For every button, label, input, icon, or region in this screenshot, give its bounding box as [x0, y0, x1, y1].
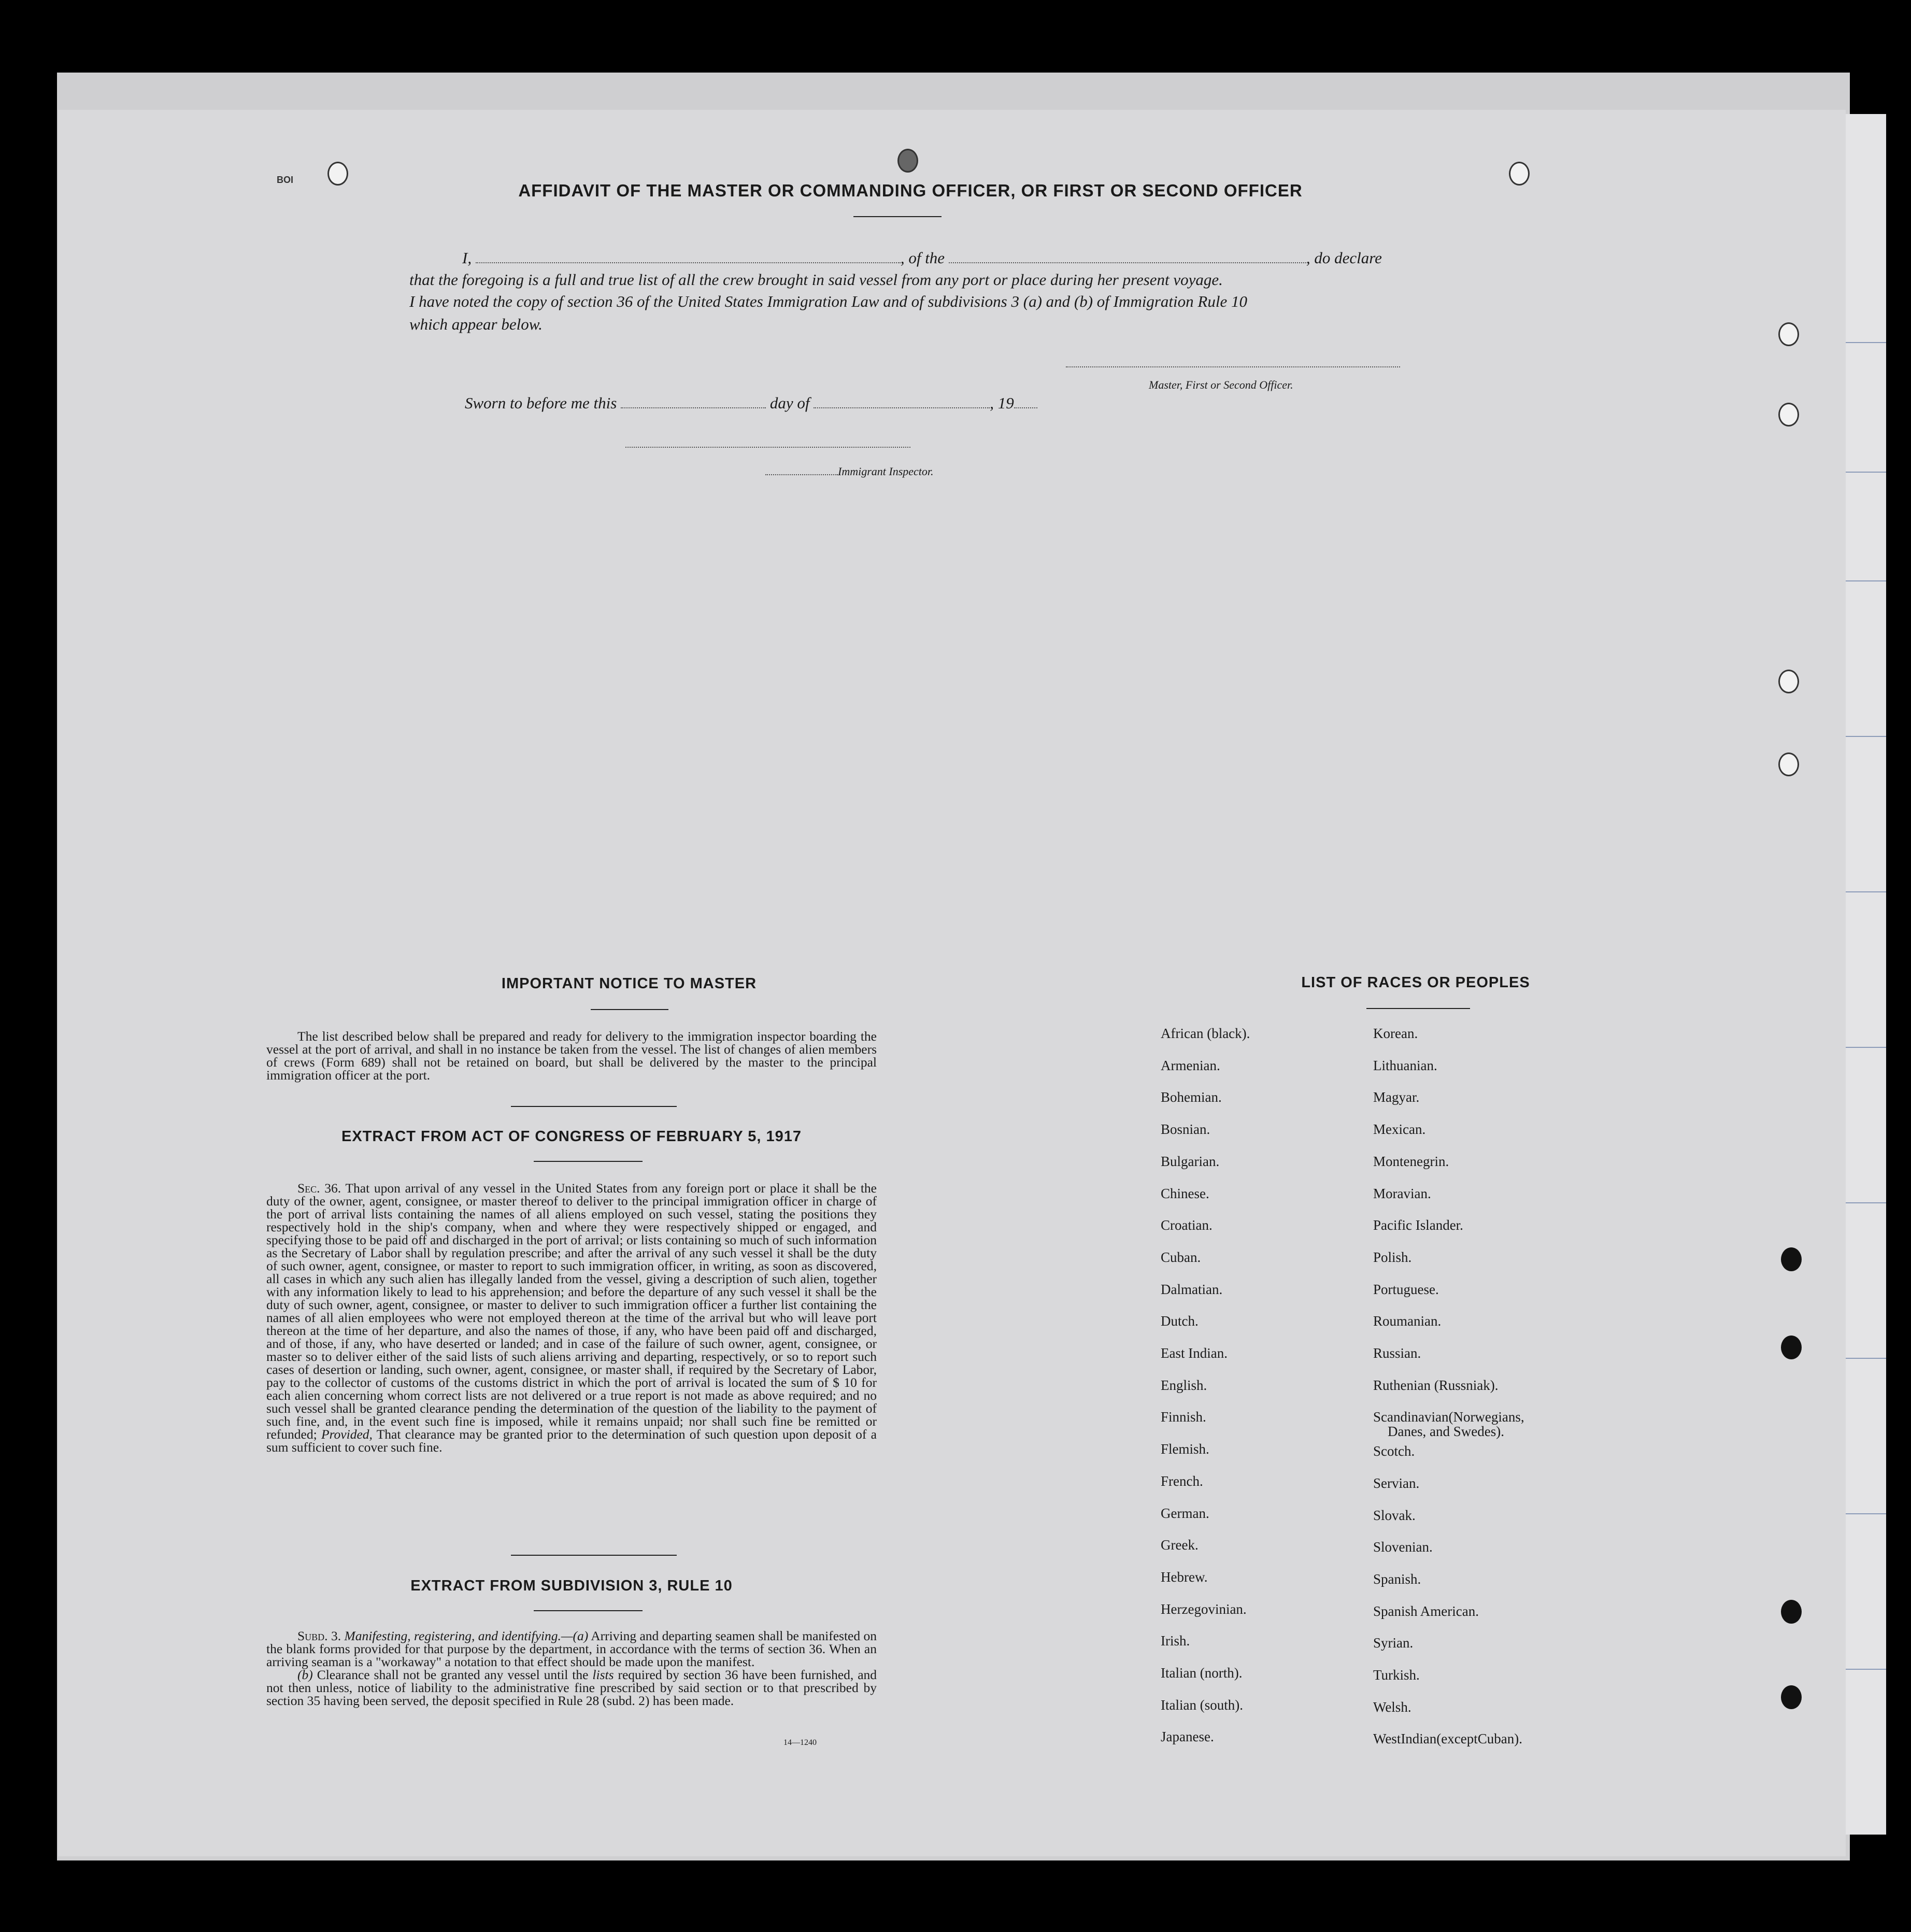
- race-item: Bohemian.: [1161, 1089, 1222, 1105]
- race-item-continuation: Danes, and Swedes).: [1388, 1424, 1504, 1440]
- race-item: French.: [1161, 1473, 1203, 1489]
- race-item: Turkish.: [1373, 1667, 1420, 1683]
- race-item: Welsh.: [1373, 1699, 1411, 1715]
- binder-hole-icon: [1781, 1685, 1802, 1709]
- affidavit-line1-a: I,: [462, 249, 472, 267]
- race-item: Dutch.: [1161, 1313, 1199, 1329]
- race-item: Herzegovinian.: [1161, 1601, 1247, 1617]
- affidavit-line1-c: , do declare: [1306, 249, 1382, 267]
- race-item: Scotch.: [1373, 1443, 1415, 1459]
- race-item: Flemish.: [1161, 1441, 1209, 1457]
- race-item: Magyar.: [1373, 1089, 1420, 1105]
- race-item: East Indian.: [1161, 1345, 1228, 1361]
- race-item: Italian (north).: [1161, 1665, 1243, 1681]
- race-item: African (black).: [1161, 1026, 1250, 1041]
- races-title: LIST OF RACES OR PEOPLES: [1301, 974, 1530, 991]
- affidavit-line3: I have noted the copy of section 36 of the United States Immigration Law and of subdivisions 3 (a) and (b) of Immigration Rule 10: [409, 292, 1247, 310]
- binder-hole-icon: [1781, 1247, 1802, 1271]
- document-page: [58, 110, 1846, 1856]
- inspector-signature-blank[interactable]: [625, 447, 910, 448]
- form-number: 14—1240: [783, 1738, 817, 1747]
- binder-hole-icon: [897, 149, 918, 173]
- binder-hole-icon: [1781, 1336, 1802, 1359]
- affidavit-title: AFFIDAVIT OF THE MASTER OR COMMANDING OFFICER, OR FIRST OR SECOND OFFICER: [518, 181, 1303, 200]
- day-blank[interactable]: [621, 407, 766, 408]
- year-blank[interactable]: [1014, 407, 1037, 408]
- race-item: Hebrew.: [1161, 1569, 1208, 1585]
- notice-title: IMPORTANT NOTICE TO MASTER: [501, 975, 757, 992]
- inspector-label: Immigrant Inspector.: [838, 465, 934, 478]
- corner-mark: BOI: [277, 175, 294, 185]
- name-blank[interactable]: [476, 262, 901, 263]
- race-item: Slovenian.: [1373, 1539, 1433, 1555]
- race-item: Servian.: [1373, 1475, 1420, 1491]
- race-item: English.: [1161, 1377, 1207, 1393]
- race-item: Roumanian.: [1373, 1313, 1442, 1329]
- race-item: Ruthenian (Russniak).: [1373, 1377, 1499, 1393]
- race-item: Japanese.: [1161, 1729, 1214, 1745]
- race-item: Greek.: [1161, 1537, 1199, 1553]
- binder-hole-icon: [1778, 752, 1799, 776]
- race-item: Portuguese.: [1373, 1281, 1439, 1297]
- rule-text: Subd. 3. Manifesting, registering, and identifying.—(a) Arriving and departing seamen shall be manifested on the blank forms provided for that purpose by the department, in accordance with the terms of section 36. When an arriving seaman is a "workaway" a notation to that effect should be made upon the manifest. (b) Clearance shall not be granted any vessel until the lists required by section 36 have been furnished, and not then unless, notice of liability to the administrative fine prescribed by said section or to that prescribed by section 35 having been served, the deposit specified in Rule 28 (subd. 2) has been made.: [266, 1628, 877, 1708]
- race-item: Scandinavian(Norwegians,: [1373, 1409, 1524, 1425]
- race-item: Bosnian.: [1161, 1121, 1210, 1138]
- race-item: Italian (south).: [1161, 1697, 1243, 1713]
- race-item: Cuban.: [1161, 1249, 1201, 1265]
- binder-hole-icon: [1778, 670, 1799, 693]
- officer-signature-blank[interactable]: [1066, 366, 1400, 367]
- race-item: Lithuanian.: [1373, 1057, 1437, 1073]
- notice-text: The list described below shall be prepared and ready for delivery to the immigration inspector boarding the vessel at the port of arrival, and shall in no instance be taken from the vessel. The list of changes of alien members of crews (Form 689) shall not be retained on board, but shall be delivered by the master to the principal immigration officer at the port.: [266, 1029, 877, 1083]
- race-item: Croatian.: [1161, 1217, 1213, 1233]
- affidavit-line2: that the foregoing is a full and true list of all the crew brought in said vessel from any port or place during her present voyage.: [409, 271, 1223, 289]
- race-item: Irish.: [1161, 1633, 1190, 1649]
- act-text: Sec. 36. That upon arrival of any vessel in the United States from any foreign port or place it shall be the duty of the owner, agent, consignee, or master thereof to deliver to the principal immigration officer in charge of the port of arrival lists containing the names of all aliens employed on such vessel, stating the positions they respectively hold in the ship's company, when and where they were respectively shipped or engaged, and specifying those to be paid off and discharged in the port of arrival; or lists containing so much of such information as the Secretary of Labor shall by regulation prescribe; and after the arrival of any such vessel it shall be the duty of such owner, agent, consignee, or master to report to such immigration officer, in writing, as soon as discovered, all cases in which any such alien has illegally landed from the vessel, giving a description of such alien, together with any information likely to lead to his apprehension; and before the departure of any such vessel it shall be the duty of such owner, agent, consignee, or master to deliver to such immigration officer a further list containing the names of all alien employees who were not employed thereon at the time of the arrival but who will leave port thereon at the time of her departure, and also the names of those, if any, who have been paid off and discharged, and of those, if any, who have deserted or landed; and in case of the failure of such owner, agent, consignee, or master so to deliver either of the said lists of such aliens arriving and departing, respectively, or so to report such cases of desertion or landing, such owner, agent, consignee, or master shall, if required by the Secretary of Labor, pay to the collector of customs of the customs district in which the port of arrival is located the sum of $ 10 for each alien concerning whom correct lists are not delivered or a true report is not made as above required; and no such vessel shall be granted clearance pending the determination of the question of the liability to the payment of such fine, and, in the event such fine is imposed, while it remains unpaid; nor shall such fine be remitted or refunded; Provided, That clearance may be granted prior to the determination of such question upon deposit of a sum sufficient to cover such fine.: [266, 1181, 877, 1455]
- race-item: Korean.: [1373, 1026, 1418, 1041]
- affidavit-line4: which appear below.: [409, 315, 543, 333]
- race-item: WestIndian(exceptCuban).: [1373, 1731, 1522, 1747]
- race-item: Polish.: [1373, 1249, 1412, 1265]
- year-label: , 19: [990, 394, 1014, 412]
- race-item: Mexican.: [1373, 1121, 1426, 1138]
- race-item: Russian.: [1373, 1345, 1421, 1361]
- race-item: Dalmatian.: [1161, 1281, 1223, 1297]
- race-item: Armenian.: [1161, 1057, 1220, 1073]
- race-item: Chinese.: [1161, 1185, 1209, 1201]
- vessel-blank[interactable]: [949, 262, 1306, 263]
- race-item: Finnish.: [1161, 1409, 1206, 1425]
- race-item: Syrian.: [1373, 1635, 1414, 1651]
- act-title: EXTRACT FROM ACT OF CONGRESS OF FEBRUARY 5, 1917: [341, 1128, 802, 1145]
- race-item: Spanish.: [1373, 1571, 1421, 1587]
- race-item: Slovak.: [1373, 1507, 1416, 1523]
- race-item: Pacific Islander.: [1373, 1217, 1463, 1233]
- race-item: German.: [1161, 1505, 1209, 1521]
- rule-title: EXTRACT FROM SUBDIVISION 3, RULE 10: [410, 1578, 733, 1594]
- binder-hole-icon: [1778, 403, 1799, 427]
- race-item: Moravian.: [1373, 1185, 1431, 1201]
- binder-hole-icon: [1781, 1600, 1802, 1624]
- act-sec-label: Sec. 36.: [297, 1181, 341, 1196]
- race-item: Bulgarian.: [1161, 1153, 1220, 1169]
- race-item: Montenegrin.: [1373, 1153, 1449, 1169]
- day-of-label: day of: [769, 394, 810, 412]
- race-item: Spanish American.: [1373, 1603, 1479, 1619]
- sworn-label: Sworn to before me this: [465, 394, 617, 412]
- month-blank[interactable]: [814, 407, 990, 408]
- officer-label: Master, First or Second Officer.: [1149, 378, 1293, 391]
- binder-hole-icon: [1778, 322, 1799, 346]
- affidavit-line1-b: , of the: [900, 249, 945, 267]
